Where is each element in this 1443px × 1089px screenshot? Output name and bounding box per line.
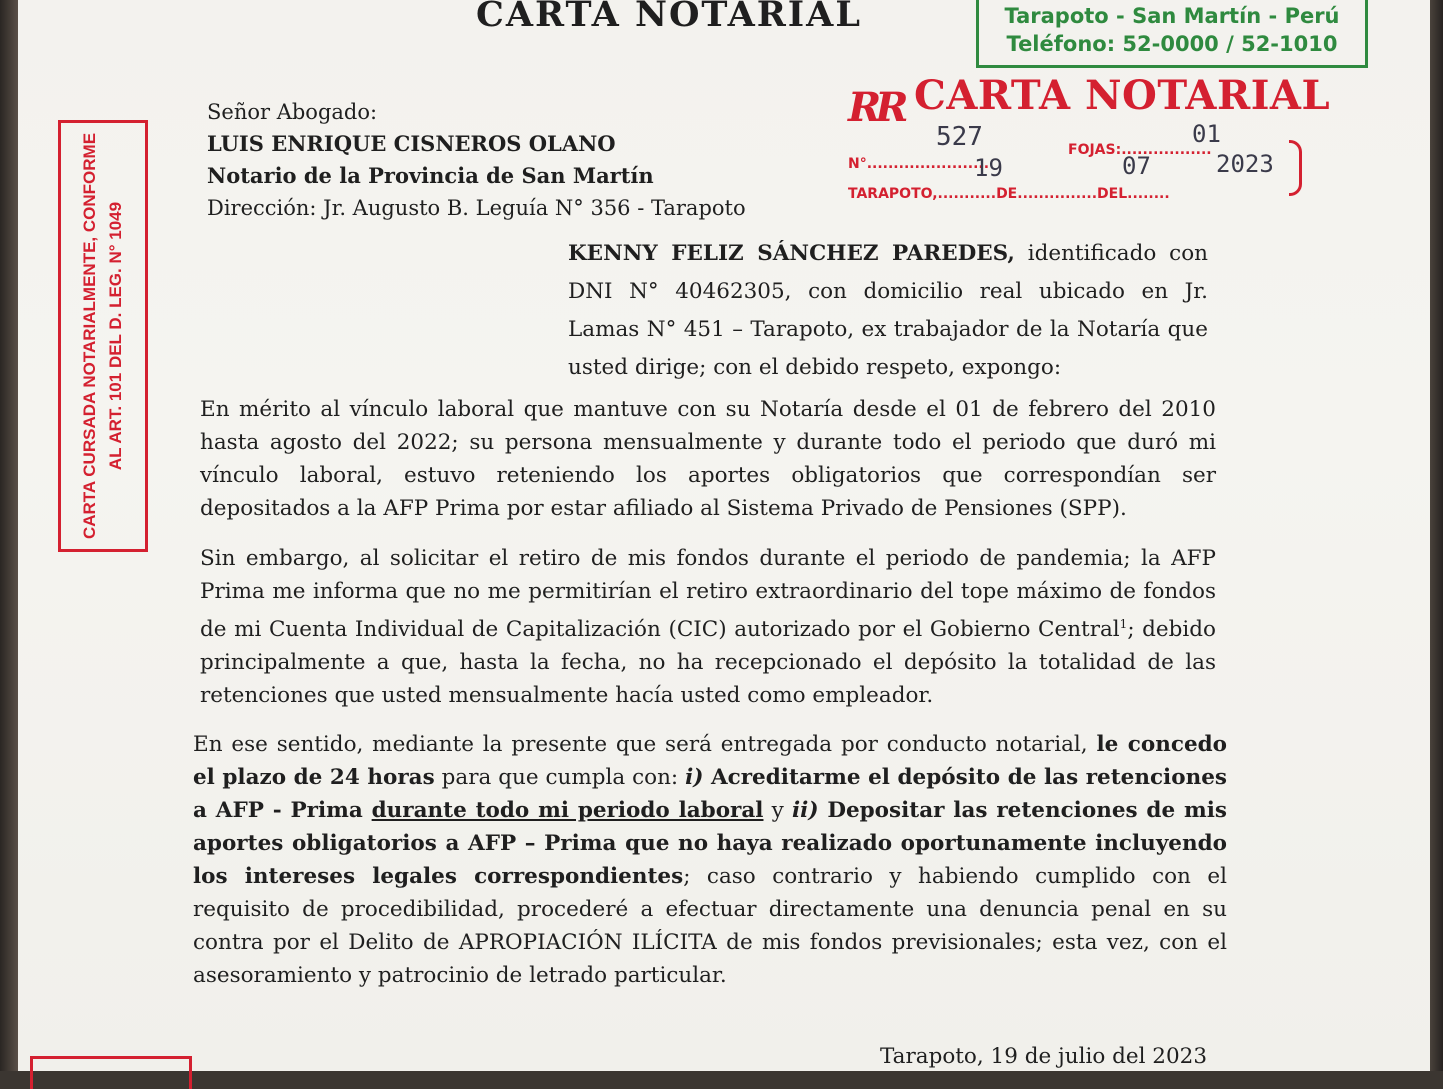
addressee-block	[207, 96, 746, 224]
addressee-name: LUIS ENRIQUE CISNEROS OLANO	[207, 131, 616, 156]
paragraph-2	[200, 542, 1216, 712]
photo-edge-right	[1430, 0, 1443, 1071]
paragraph-2-text: Sin embargo, al solicitar el retiro de mis fondos durante el periodo de pandemia; la AFP Prima me informa que no me permitirían el retiro extraordinario del tope máximo de fondos de mi Cuenta Individual de Capitalización (CIC) autorizado por el Gobierno Central	[200, 546, 1216, 643]
salutation: Señor Abogado:	[207, 100, 378, 124]
sender-paragraph	[568, 235, 1208, 387]
city-label: TARAPOTO,	[848, 186, 938, 202]
vertical-stamp-line-1: CARTA CURSADA NOTARIALMENTE, CONFORME	[80, 132, 99, 540]
p3-deadline: le concedo el plazo de 24 horas	[193, 732, 1227, 790]
paragraph-2-continuation: ; debido principalmente a que, hasta la fecha, no ha recepcionado el depósito la totalidad de las retenciones que usted mensualmente hacía usted como empleador.	[200, 617, 1216, 709]
paragraph-1: En mérito al vínculo laboral que mantuve con su Notaría desde el 01 de febrero del 2010 hasta agosto del 2022; su persona mensualmente y durante todo el periodo que duró mi vínculo laboral, estuvo reteniendo los aportes obligatorios que correspondían ser depositados a la AFP Prima por estar afiliado al Sistema Privado de Pensiones (SPP).	[200, 397, 1216, 521]
p3-text-1: En ese sentido, mediante la presente que será entregada por conducto notarial,	[193, 732, 1097, 757]
notary-logo: RR	[848, 84, 903, 131]
p3-demand-underlined: durante todo mi periodo laboral	[371, 798, 764, 823]
stamp-date-line: TARAPOTO,...........DE...............DEL........	[848, 186, 1170, 202]
stamp-heading: CARTA NOTARIAL	[914, 72, 1331, 119]
carta-notarial-stamp	[846, 72, 1331, 202]
addressee-address: Dirección: Jr. Augusto B. Leguía N° 356 - Tarapoto	[207, 196, 746, 220]
vertical-legal-stamp	[58, 120, 148, 552]
closing-date: Tarapoto, 19 de julio del 2023	[880, 1044, 1208, 1069]
document-title: CARTA NOTARIAL	[476, 0, 862, 35]
stamp-bracket	[1289, 140, 1302, 196]
sender-details: identificado con DNI N° 40462305, con domicilio real ubicado en Jr. Lamas N° 451 – Tarapoto, ex trabajador de la Notaría que usted dirige; con el debido respeto, expongo:	[568, 241, 1208, 380]
stamp-day-value: 19	[974, 154, 1003, 182]
bottom-left-stamp-fragment	[30, 1056, 192, 1089]
fojas-label: FOJAS:	[1068, 142, 1122, 158]
stamp-fojas-value: 01	[1192, 120, 1221, 148]
notary-city-line: Tarapoto - San Martín - Perú	[1004, 4, 1340, 28]
notary-header-box	[976, 0, 1368, 68]
date-de-2: DEL	[1097, 186, 1128, 202]
p3-item-ii-marker: ii)	[791, 798, 819, 823]
p3-text-4: ; caso contrario y habiendo cumplido con el requisito de procedibilidad, procederé a efectuar directamente una denuncia penal en su contra por el Delito de APROPIACIÓN ILÍCITA de mis fondos previsionales; esta vez, con el asesoramiento y patrocinio de letrado particular.	[193, 864, 1227, 988]
stamp-month-value: 07	[1122, 152, 1151, 180]
vertical-stamp-line-2: AL ART. 101 DEL D. LEG. N° 1049	[106, 201, 125, 471]
date-de-1: DE	[996, 186, 1018, 202]
p3-text-3: y	[763, 798, 792, 823]
stamp-year-value: 2023	[1216, 150, 1274, 178]
p3-item-i-marker: i)	[685, 765, 704, 790]
notary-phone-line: Teléfono: 52-0000 / 52-1010	[1006, 32, 1338, 56]
addressee-role: Notario de la Provincia de San Martín	[207, 163, 654, 188]
vertical-stamp-text	[77, 126, 129, 546]
number-label: N°	[848, 156, 867, 172]
sender-name: KENNY FELIZ SÁNCHEZ PAREDES,	[568, 241, 1015, 266]
paragraph-3	[193, 728, 1227, 992]
stamp-number-label: N°.......................	[848, 156, 990, 172]
p3-demand-1: Acreditarme el depósito de las retenciones a AFP - Prima	[193, 765, 1227, 823]
stamp-number-value: 527	[936, 122, 983, 152]
photo-edge-left	[0, 0, 18, 1071]
p3-demand-2: Depositar las retenciones de mis aportes obligatorios a AFP – Prima que no haya realizado oportunamente incluyendo los intereses legales correspondientes	[193, 798, 1227, 889]
footnote-marker: 1	[1119, 617, 1128, 631]
stamp-fojas-label: FOJAS:.................	[1068, 142, 1212, 158]
p3-text-2: para que cumpla con:	[434, 765, 686, 790]
